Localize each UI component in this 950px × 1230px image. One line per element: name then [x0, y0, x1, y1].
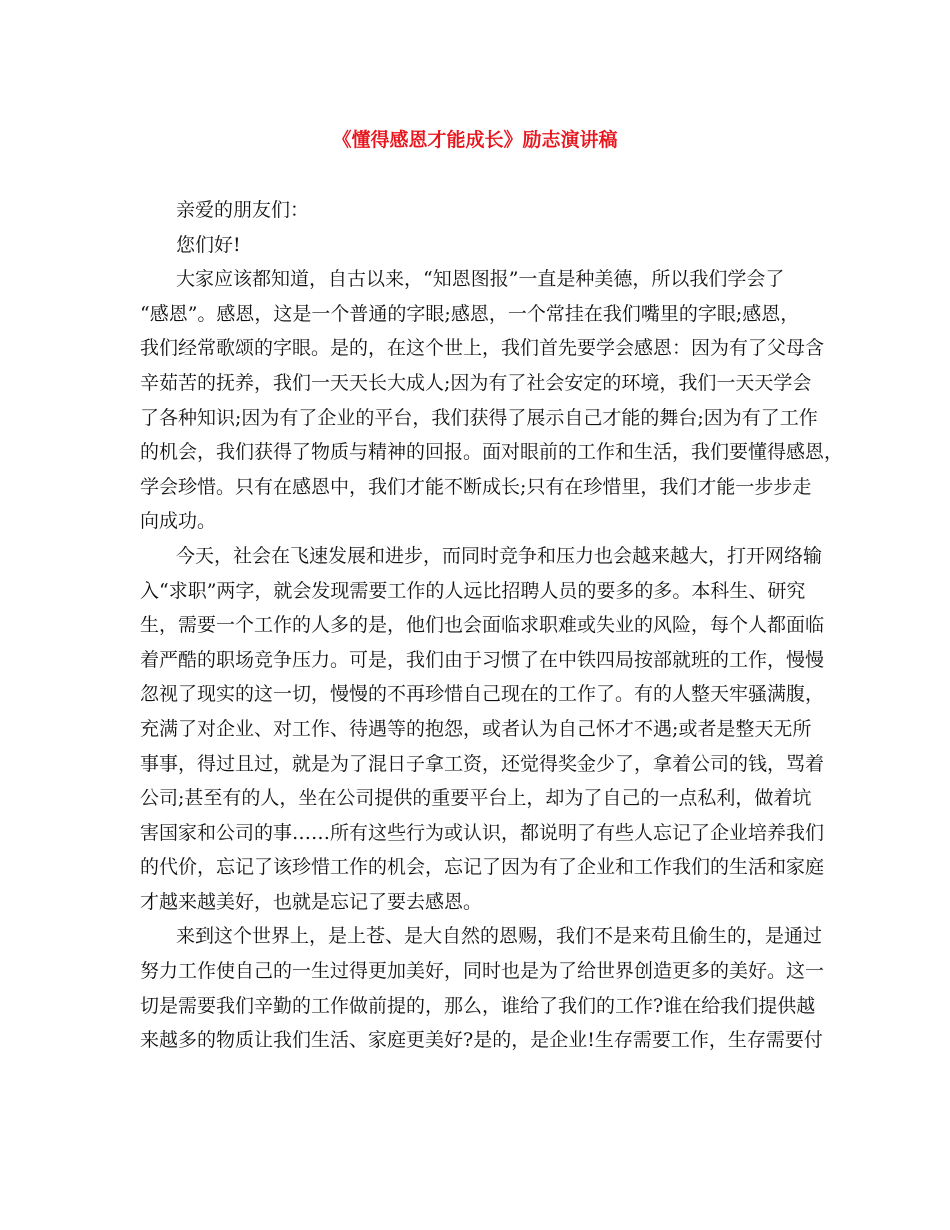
paragraph-line: 学会珍惜。只有在感恩中，我们才能不断成长;只有在珍惜里，我们才能一步步走 — [140, 475, 812, 498]
paragraph-line: 切是需要我们辛勤的工作做前提的，那么，谁给了我们的工作?谁在给我们提供越 — [140, 994, 816, 1017]
paragraph-line: 我们经常歌颂的字眼。是的，在这个世上，我们首先要学会感恩：因为有了父母含 — [140, 337, 825, 360]
salutation-line: 亲爱的朋友们： — [176, 199, 310, 221]
paragraph-line: 忽视了现实的这一切，慢慢的不再珍惜自己现在的工作了。有的人整天牢骚满腹， — [140, 683, 825, 706]
paragraph-line: 充满了对企业、对工作、待遇等的抱怨，或者认为自己怀才不遇;或者是整天无所 — [140, 717, 812, 740]
paragraph-line: 害国家和公司的事……所有这些行为或认识，都说明了有些人忘记了企业培养我们 — [140, 821, 825, 844]
document-title: 《懂得感恩才能成长》励志演讲稿 — [332, 129, 618, 151]
paragraph-line: 的代价，忘记了该珍惜工作的机会，忘记了因为有了企业和工作我们的生活和家庭 — [140, 856, 825, 879]
greeting-line: 您们好! — [176, 233, 241, 256]
paragraph-line: 的机会，我们获得了物质与精神的回报。面对眼前的工作和生活，我们要懂得感恩， — [140, 441, 844, 464]
document-body — [140, 193, 844, 1058]
paragraph-line: 才越来越美好，也就是忘记了要去感恩。 — [140, 890, 483, 913]
paragraph-line: 生，需要一个工作的人多的是，他们也会面临求职难或失业的风险，每个人都面临 — [140, 614, 825, 637]
paragraph-line: 今天，社会在飞速发展和进步，而同时竞争和压力也会越来越大，打开网络输 — [176, 544, 823, 567]
paragraph-line: 来到这个世界上，是上苍、是大自然的恩赐，我们不是来苟且偷生的，是通过 — [176, 925, 823, 948]
paragraph-line: 入“求职”两字，就会发现需要工作的人远比招聘人员的要多的多。本科生、研究 — [140, 579, 806, 602]
paragraph-line: 大家应该都知道，自古以来，“知恩图报”一直是种美德，所以我们学会了 — [176, 268, 785, 291]
paragraph-line: 来越多的物质让我们生活、家庭更美好?是的，是企业!生存需要工作，生存需要付 — [140, 1029, 823, 1052]
paragraph-line: 公司;甚至有的人，坐在公司提供的重要平台上，却为了自己的一点私利，做着坑 — [140, 787, 812, 810]
paragraph-line: 辛茹苦的抚养，我们一天天长大成人;因为有了社会安定的环境，我们一天天学会 — [140, 371, 812, 394]
paragraph-line: 事事，得过且过，就是为了混日子拿工资，还觉得奖金少了，拿着公司的钱，骂着 — [140, 752, 825, 775]
paragraph-line: 了各种知识;因为有了企业的平台，我们获得了展示自己才能的舞台;因为有了工作 — [140, 406, 818, 429]
paragraph-line: 向成功。 — [140, 510, 217, 533]
paragraph-line: “感恩”。感恩，这是一个普通的字眼;感恩，一个常挂在我们嘴里的字眼;感恩， — [140, 302, 800, 325]
paragraph-line: 努力工作使自己的一生过得更加美好，同时也是为了给世界创造更多的美好。这一 — [140, 960, 825, 983]
paragraph-line: 着严酷的职场竞争压力。可是，我们由于习惯了在中铁四局按部就班的工作，慢慢 — [140, 648, 825, 671]
